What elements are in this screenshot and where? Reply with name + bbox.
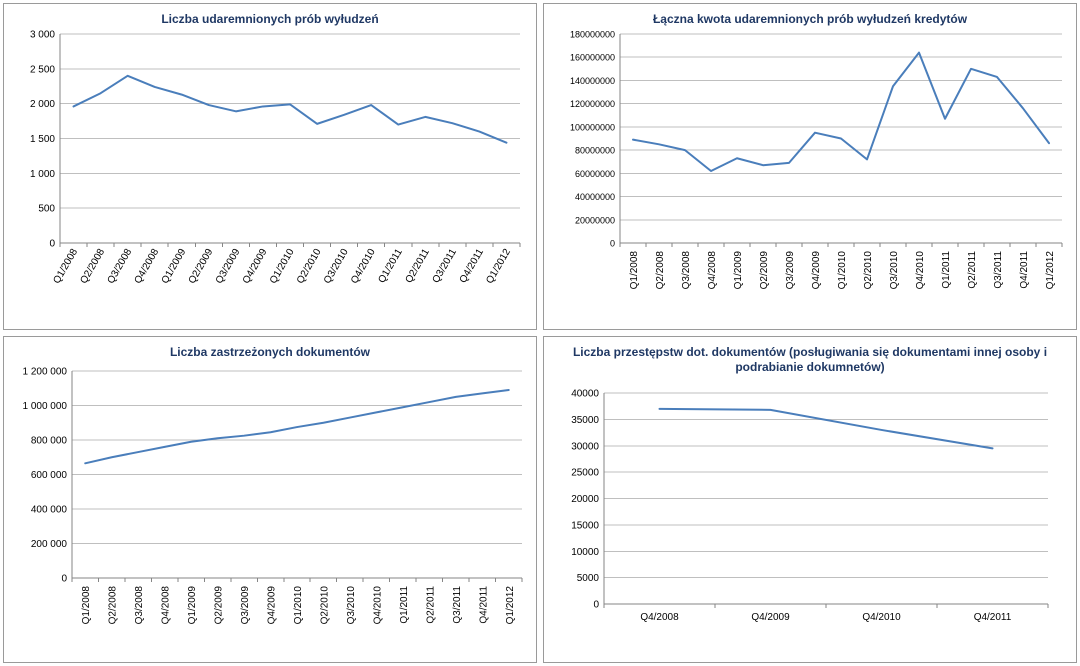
svg-text:25000: 25000 [571, 467, 599, 479]
svg-text:Q4/2009: Q4/2009 [811, 251, 822, 290]
svg-text:80000000: 80000000 [574, 145, 615, 156]
svg-text:Q2/2011: Q2/2011 [403, 247, 432, 286]
svg-text:500: 500 [38, 203, 55, 215]
svg-text:Q4/2010: Q4/2010 [372, 586, 384, 625]
svg-text:0: 0 [593, 599, 599, 611]
svg-text:5000: 5000 [576, 573, 599, 585]
svg-text:35000: 35000 [571, 414, 599, 426]
svg-text:Q3/2010: Q3/2010 [345, 586, 357, 625]
svg-text:Q2/2009: Q2/2009 [759, 251, 770, 290]
plot-area-document-crimes [544, 337, 1076, 662]
svg-text:Q1/2012: Q1/2012 [484, 247, 514, 286]
svg-text:0: 0 [49, 238, 55, 250]
page-title: Liczba przestępstw dot. dokumentów (posługiwania się dokumentami innej osoby i podrabianie dokumnetów) [572, 345, 1048, 374]
svg-text:200 000: 200 000 [30, 539, 67, 550]
line-chart-svg [544, 4, 1077, 330]
svg-text:Q1/2011: Q1/2011 [398, 586, 410, 624]
svg-text:Q3/2011: Q3/2011 [451, 586, 463, 624]
svg-text:60000000: 60000000 [574, 168, 615, 179]
svg-text:Q1/2010: Q1/2010 [293, 586, 304, 625]
svg-text:Q3/2011: Q3/2011 [993, 251, 1004, 289]
svg-text:1 200 000: 1 200 000 [22, 366, 67, 378]
svg-text:Q4/2011: Q4/2011 [1019, 251, 1030, 289]
svg-text:1 000 000: 1 000 000 [22, 401, 67, 412]
svg-text:Q4/2010: Q4/2010 [862, 612, 901, 623]
svg-text:Q1/2010: Q1/2010 [837, 251, 848, 290]
svg-text:120000000: 120000000 [569, 99, 615, 110]
chart-panel-fraud-attempts-amount [543, 3, 1077, 330]
svg-text:Q4/2009: Q4/2009 [751, 612, 790, 623]
svg-text:Q2/2008: Q2/2008 [107, 586, 119, 625]
svg-text:1 000: 1 000 [29, 168, 55, 180]
svg-text:Q2/2010: Q2/2010 [319, 586, 331, 625]
line-chart-svg [4, 4, 537, 330]
svg-text:Q3/2011: Q3/2011 [430, 247, 459, 286]
svg-text:10000: 10000 [571, 546, 599, 558]
svg-text:15000: 15000 [571, 520, 599, 532]
svg-text:Q2/2010: Q2/2010 [294, 247, 324, 286]
svg-text:2 000: 2 000 [29, 99, 55, 111]
svg-text:Q4/2011: Q4/2011 [973, 612, 1012, 623]
svg-text:0: 0 [609, 238, 615, 249]
svg-text:180000000: 180000000 [569, 29, 615, 40]
svg-text:Q1/2011: Q1/2011 [376, 247, 405, 286]
chart-panel-reserved-documents [3, 336, 537, 663]
svg-text:Q3/2008: Q3/2008 [105, 247, 135, 286]
plot-area-reserved-documents [4, 337, 536, 662]
svg-text:Q2/2009: Q2/2009 [213, 586, 225, 625]
svg-text:100000000: 100000000 [569, 122, 615, 133]
svg-text:140000000: 140000000 [569, 75, 615, 86]
svg-text:Q4/2010: Q4/2010 [915, 251, 926, 290]
svg-text:30000: 30000 [571, 441, 599, 453]
svg-text:2 500: 2 500 [29, 64, 55, 76]
svg-text:Q1/2012: Q1/2012 [1045, 251, 1056, 290]
svg-text:0: 0 [61, 573, 67, 585]
page-title: Liczba zastrzeżonych dokumentów [169, 345, 371, 359]
svg-text:600 000: 600 000 [30, 470, 67, 481]
svg-text:400 000: 400 000 [30, 504, 67, 516]
svg-text:Q4/2008: Q4/2008 [707, 251, 718, 290]
svg-text:Q3/2010: Q3/2010 [322, 247, 351, 286]
line-chart-svg [4, 337, 537, 663]
svg-text:Q2/2011: Q2/2011 [967, 251, 978, 289]
svg-text:Q4/2011: Q4/2011 [478, 586, 490, 624]
line-chart-svg [544, 337, 1077, 663]
page-title: Łączna kwota udaremnionych prób wyłudzeń kredytów [652, 12, 968, 26]
chart-panel-fraud-attempts-count [3, 3, 537, 330]
svg-text:Q2/2011: Q2/2011 [425, 586, 437, 624]
svg-text:20000: 20000 [571, 494, 599, 505]
svg-text:Q4/2009: Q4/2009 [240, 247, 270, 286]
svg-text:Q1/2008: Q1/2008 [51, 247, 81, 286]
plot-area-fraud-attempts-count [4, 4, 536, 329]
svg-text:40000000: 40000000 [574, 192, 615, 203]
svg-text:Q4/2010: Q4/2010 [349, 247, 378, 286]
svg-text:Q1/2008: Q1/2008 [81, 586, 93, 625]
svg-text:Q1/2009: Q1/2009 [187, 586, 199, 625]
svg-text:Q3/2009: Q3/2009 [240, 586, 252, 625]
svg-text:Q1/2010: Q1/2010 [267, 247, 297, 286]
plot-area-fraud-attempts-amount [544, 4, 1076, 329]
page-title: Liczba udaremnionych prób wyłudzeń [161, 12, 379, 26]
svg-text:3 000: 3 000 [29, 29, 55, 41]
chart-panel-document-crimes [543, 336, 1077, 663]
svg-text:Q4/2008: Q4/2008 [640, 612, 679, 623]
svg-text:1 500: 1 500 [29, 134, 55, 145]
svg-text:Q3/2009: Q3/2009 [785, 251, 796, 290]
svg-text:Q1/2011: Q1/2011 [941, 251, 952, 289]
svg-text:Q4/2011: Q4/2011 [457, 247, 487, 286]
svg-text:160000000: 160000000 [569, 52, 615, 63]
svg-text:800 000: 800 000 [30, 435, 67, 447]
svg-text:Q2/2008: Q2/2008 [78, 247, 108, 286]
svg-text:Q2/2008: Q2/2008 [655, 251, 666, 290]
svg-text:40000: 40000 [571, 388, 599, 400]
svg-text:Q1/2008: Q1/2008 [629, 251, 640, 290]
svg-text:Q4/2008: Q4/2008 [160, 586, 172, 625]
svg-text:Q1/2012: Q1/2012 [504, 586, 516, 625]
svg-text:Q4/2008: Q4/2008 [132, 247, 162, 286]
svg-text:Q3/2009: Q3/2009 [213, 247, 243, 286]
svg-text:Q1/2009: Q1/2009 [159, 247, 189, 286]
svg-text:Q1/2009: Q1/2009 [733, 251, 744, 290]
svg-text:Q2/2009: Q2/2009 [186, 247, 216, 286]
svg-text:Q2/2010: Q2/2010 [863, 251, 874, 290]
svg-text:Q3/2008: Q3/2008 [134, 586, 146, 625]
svg-text:Q3/2010: Q3/2010 [889, 251, 900, 290]
svg-text:20000000: 20000000 [574, 215, 615, 226]
svg-text:Q3/2008: Q3/2008 [681, 251, 692, 290]
svg-text:Q4/2009: Q4/2009 [266, 586, 278, 625]
